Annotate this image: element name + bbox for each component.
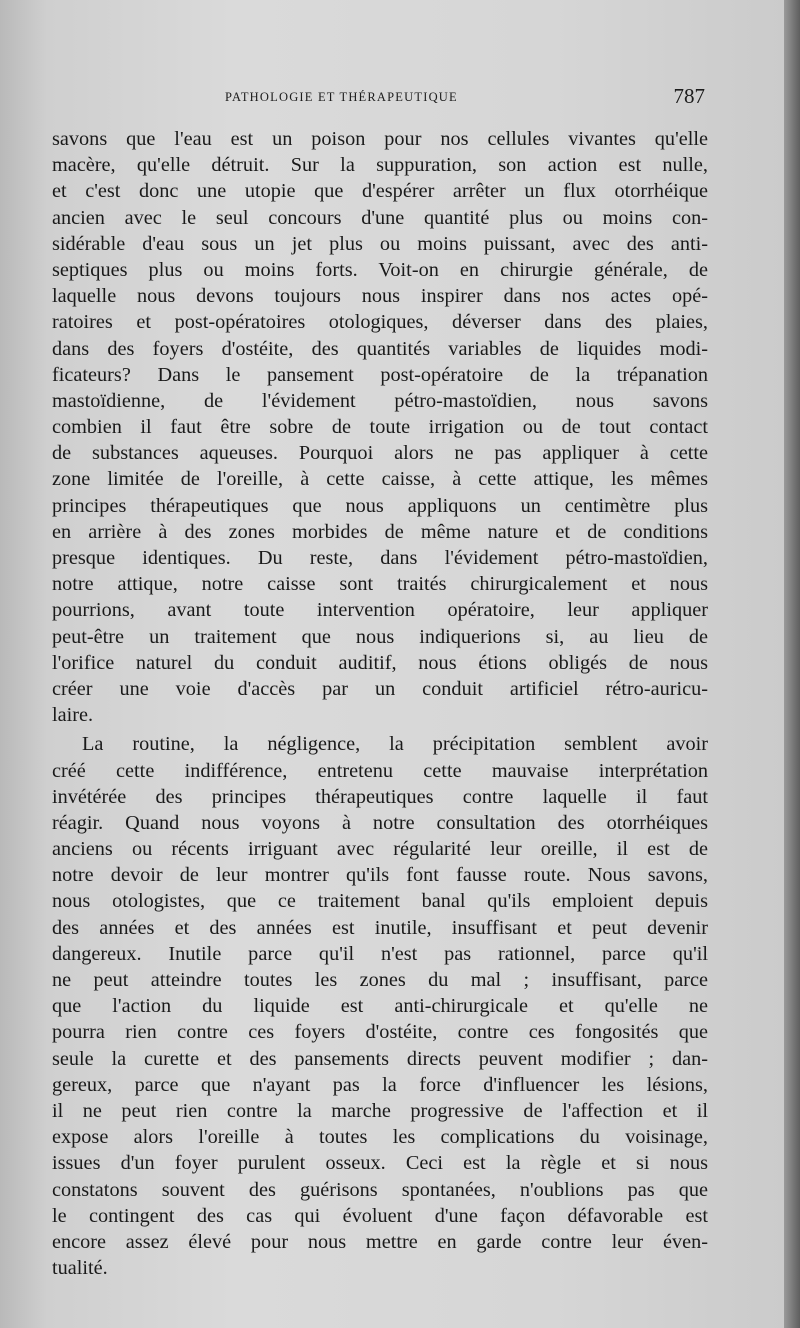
- text-line: gereux, parce que n'ayant pas la force d'influencer les lésions,: [52, 1073, 708, 1096]
- text-line: tualité.: [52, 1257, 108, 1280]
- text-line: pourrions, avant toute intervention opératoire, leur appliquer: [52, 599, 708, 622]
- text-line: dans des foyers d'ostéite, des quantités variables de liquides modi-: [52, 337, 708, 360]
- text-line: de substances aqueuses. Pourquoi alors ne pas appliquer à cette: [52, 442, 708, 465]
- text-line: nous otologistes, que ce traitement banal qu'ils emploient depuis: [52, 890, 708, 913]
- text-line: pourra rien contre ces foyers d'ostéite, contre ces fongosités que: [52, 1021, 708, 1044]
- text-line: constatons souvent des guérisons spontanées, n'oublions pas que: [52, 1178, 708, 1201]
- text-line: ratoires et post-opératoires otologiques, déverser dans des plaies,: [52, 311, 708, 334]
- text-line: La routine, la négligence, la précipitation semblent avoir: [82, 733, 708, 756]
- text-line: notre attique, notre caisse sont traités chirurgicalement et nous: [52, 573, 708, 596]
- text-line: des années et des années est inutile, insuffisant et peut devenir: [52, 916, 708, 939]
- text-line: laire.: [52, 704, 94, 727]
- text-line: le contingent des cas qui évoluent d'une façon défavorable est: [52, 1204, 708, 1227]
- text-line: réagir. Quand nous voyons à notre consultation des otorrhéiques: [52, 811, 708, 834]
- text-line: encore assez élevé pour nous mettre en garde contre leur éven-: [52, 1230, 708, 1253]
- text-line: ne peut atteindre toutes les zones du mal ; insuffisant, parce: [52, 969, 708, 991]
- text-line: expose alors l'oreille à toutes les complications du voisinage,: [52, 1126, 708, 1149]
- text-line: l'orifice naturel du conduit auditif, nous étions obligés de nous: [52, 651, 708, 674]
- text-line: issues d'un foyer purulent osseux. Ceci est la règle et si nous: [52, 1152, 708, 1175]
- body-text: [52, 126, 708, 1281]
- text-line: principes thérapeutiques que nous appliquons un centimètre plus: [52, 494, 708, 517]
- text-line: que l'action du liquide est anti-chirurgicale et qu'elle ne: [52, 995, 708, 1018]
- text-line: septiques plus ou moins forts. Voit-on en chirurgie générale, de: [52, 258, 708, 281]
- text-line: ancien avec le seul concours d'une quantité plus ou moins con-: [52, 206, 708, 229]
- text-line: notre devoir de leur montrer qu'ils font fausse route. Nous savons,: [52, 864, 708, 887]
- text-line: anciens ou récents irriguant avec régularité leur oreille, il est de: [52, 838, 708, 861]
- text-line: savons que l'eau est un poison pour nos cellules vivantes qu'elle: [52, 128, 708, 150]
- text-line: il ne peut rien contre la marche progressive de l'affection et il: [52, 1099, 708, 1122]
- text-line: seule la curette et des pansements directs peuvent modifier ; dan-: [52, 1047, 708, 1070]
- text-line: sidérable d'eau sous un jet plus ou moins puissant, avec des anti-: [52, 232, 708, 255]
- text-line: zone limitée de l'oreille, à cette caisse, à cette attique, les mêmes: [52, 468, 708, 491]
- text-line: peut-être un traitement que nous indiquerions si, au lieu de: [52, 625, 708, 648]
- text-line: laquelle nous devons toujours nous inspirer dans nos actes opé-: [52, 285, 708, 308]
- text-line: macère, qu'elle détruit. Sur la suppuration, son action est nulle,: [52, 154, 708, 177]
- paragraph-2: [52, 731, 708, 1281]
- text-line: créé cette indifférence, entretenu cette mauvaise interprétation: [52, 759, 708, 782]
- text-line: combien il faut être sobre de toute irrigation ou de tout contact: [52, 416, 708, 439]
- text-line: presque identiques. Du reste, dans l'évidement pétro-mastoïdien,: [52, 547, 708, 569]
- page-number: 787: [673, 84, 705, 108]
- text-line: et c'est donc une utopie que d'espérer arrêter un flux otorrhéique: [52, 180, 708, 203]
- text-line: mastoïdienne, de l'évidement pétro-mastoïdien, nous savons: [52, 389, 708, 412]
- paragraph-1: [52, 126, 708, 728]
- running-title: PATHOLOGIE ET THÉRAPEUTIQUE: [225, 90, 458, 104]
- text-line: créer une voie d'accès par un conduit artificiel rétro-auricu-: [52, 677, 708, 700]
- text-line: ficateurs? Dans le pansement post-opératoire de la trépanation: [52, 363, 708, 386]
- scan-edge-shadow: [784, 0, 800, 1328]
- text-line: en arrière à des zones morbides de même nature et de conditions: [52, 520, 708, 543]
- text-line: dangereux. Inutile parce qu'il n'est pas rationnel, parce qu'il: [52, 942, 708, 965]
- text-line: invétérée des principes thérapeutiques contre laquelle il faut: [52, 785, 708, 808]
